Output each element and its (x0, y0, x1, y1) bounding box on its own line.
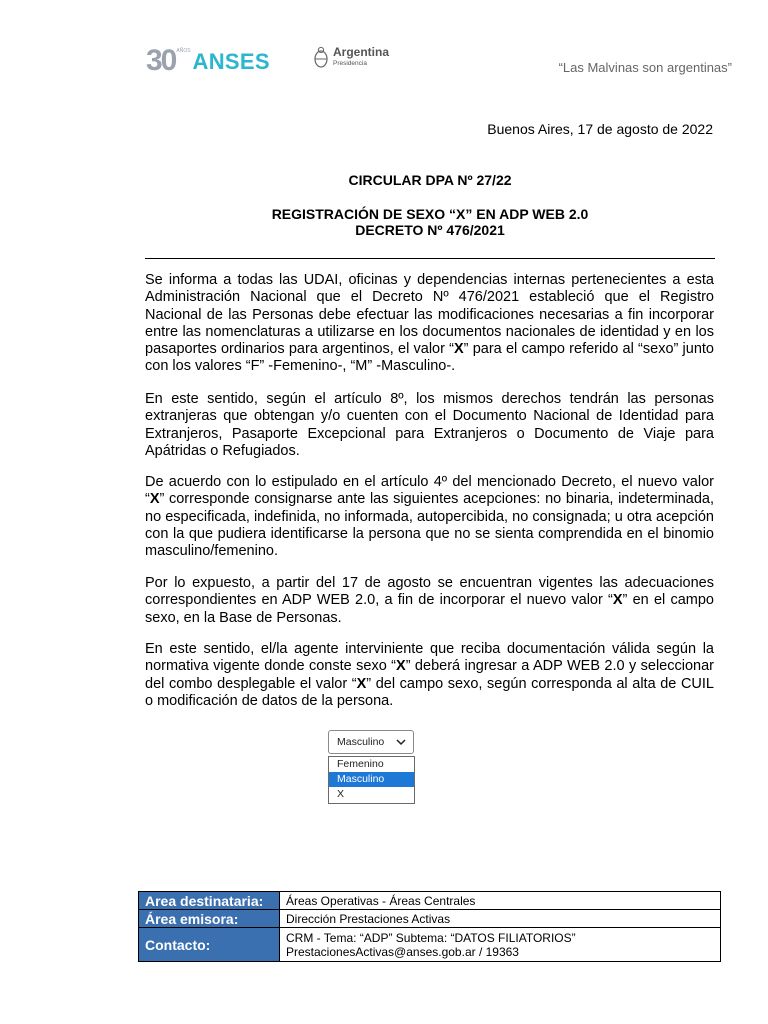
argentina-presidencia-logo (313, 46, 389, 70)
paragraph-instructions: En este sentido, el/la agente interviniente que reciba documentación válida según la normativa vigente donde conste sexo “X” deberá ingresar a ADP WEB 2.0 y seleccionar del combo desplegable el valor “X” del campo sexo, según corresponda al alta de CUIL o modificación de datos de la persona. (145, 641, 714, 709)
sex-select[interactable] (328, 730, 414, 754)
malvinas-slogan: “Las Malvinas son argentinas” (558, 60, 732, 75)
value-x-highlight: X (396, 658, 406, 675)
circular-info-table (138, 891, 721, 962)
sex-select-options (328, 756, 415, 804)
title-divider (145, 258, 715, 259)
paragraph-decree-intro: Se informa a todas las UDAI, oficinas y dependencias internas pertenecientes a esta Administración Nacional que el Decreto Nº 476/2021 estableció que el Registro Nacional de las Personas debe efectuar las modificaciones necesarias a fin incorporar entre las nomenclaturas a utilizarse en los documentos nacionales de identidad y en los pasaportes ordinarios para argentinos, el valor “X” para el campo referido al “sexo” junto con los valores “F” -Femenino-, “M” -Masculino-. (145, 272, 714, 375)
coat-of-arms-icon (313, 46, 329, 70)
issuing-area-label: Área emisora: (139, 910, 280, 928)
table-row (139, 892, 721, 910)
contact-crm: CRM - Tema: “ADP” Subtema: “DATOS FILIATORIOS” (286, 930, 576, 945)
paragraph-foreigners: En este sentido, según el artículo 8º, los mismos derechos tendrán las personas extranjeras que obtengan y/o cuenten con el Documento Nacional de Identidad para Extranjeros, Pasaporte Excepcional para Extranjeros o Documento de Viaje para Apátridas o Refugiados. (145, 391, 714, 459)
paragraph-definitions: De acuerdo con lo estipulado en el artículo 4º del mencionado Decreto, el nuevo valor “X” corresponde consignarse ante las siguientes acepciones: no binaria, indeterminada, no especificada, indefinida, no informada, autopercibida, no consignada; u otra acepción con la que pudiera identificarse la persona que no se sienta comprendida en el binomio masculino/femenino. (145, 474, 714, 560)
value-x-highlight: X (356, 675, 367, 692)
paragraph-effective-date: Por lo expuesto, a partir del 17 de agosto se encuentran vigentes las adecuaciones correspondientes en ADP WEB 2.0, a fin de incorporar el nuevo valor “X” en el campo sexo, en la Base de Personas. (145, 575, 714, 626)
subject-title: REGISTRACIÓN DE SEXO “X” EN ADP WEB 2.0 (271, 206, 589, 222)
letterhead (0, 0, 768, 100)
anses-logo (146, 46, 270, 82)
anses-wordmark: ANSES (192, 49, 270, 74)
value-x-highlight: X (149, 491, 160, 508)
value-x-highlight: X (612, 592, 623, 609)
decree-title: DECRETO Nº 476/2021 (355, 222, 505, 238)
issuing-area-value: Dirección Prestaciones Activas (280, 910, 721, 928)
table-row (139, 910, 721, 928)
chevron-down-icon (396, 739, 406, 746)
option-x[interactable]: X (337, 788, 345, 800)
document-date: Buenos Aires, 17 de agosto de 2022 (487, 121, 713, 137)
anniversary-30-mark: 30 (146, 44, 176, 77)
value-x-highlight: X (454, 341, 464, 358)
recipient-area-value: Áreas Operativas - Áreas Centrales (280, 892, 721, 910)
contact-label: Contacto: (139, 928, 280, 962)
sex-select-value: Masculino (337, 736, 385, 748)
recipient-area-label: Area destinataria: (139, 892, 280, 910)
presidencia-label: Presidencia (333, 60, 367, 67)
table-row (139, 928, 721, 962)
argentina-label: Argentina (333, 45, 390, 59)
anniversary-anos-text: AÑOS (176, 48, 191, 54)
contact-email-phone[interactable]: PrestacionesActivas@anses.gob.ar / 19363 (286, 944, 519, 959)
contact-value (280, 928, 721, 962)
option-femenino[interactable]: Femenino (337, 758, 384, 770)
option-masculino[interactable]: Masculino (329, 772, 414, 787)
circular-title: CIRCULAR DPA Nº 27/22 (348, 172, 512, 188)
